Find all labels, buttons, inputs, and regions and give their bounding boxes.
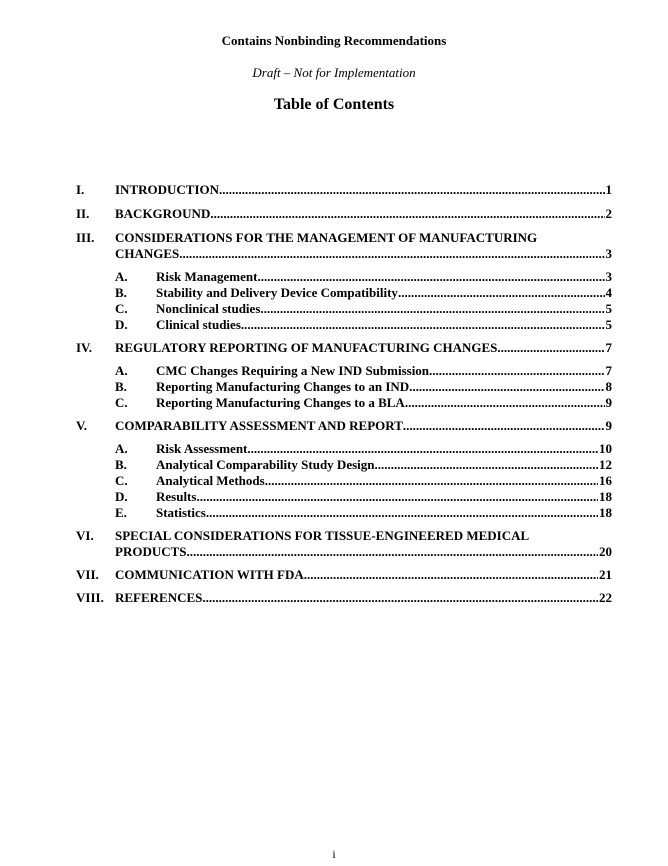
toc-entry-references[interactable]	[76, 590, 612, 606]
toc-title: Analytical Methods	[156, 473, 265, 488]
table-of-contents	[76, 182, 612, 606]
toc-title: Reporting Manufacturing Changes to a BLA	[156, 395, 405, 410]
toc-title-line1: SPECIAL CONSIDERATIONS FOR TISSUE-ENGINEERED MEDICAL	[115, 528, 530, 543]
toc-entry-comparability[interactable]	[76, 418, 612, 434]
toc-title: Risk Assessment	[156, 441, 248, 456]
toc-number: VIII.	[76, 590, 104, 605]
toc-number: VI.	[76, 528, 94, 543]
toc-title: REFERENCES	[115, 590, 203, 605]
toc-page: 16	[599, 473, 612, 488]
toc-page: 12	[599, 457, 612, 472]
toc-page: 3	[605, 246, 612, 261]
toc-entry-special-considerations[interactable]	[76, 528, 612, 560]
toc-leader	[375, 457, 599, 473]
toc-page: 18	[599, 489, 612, 504]
toc-leader	[219, 182, 604, 198]
toc-title: REGULATORY REPORTING OF MANUFACTURING CHANGES	[115, 340, 498, 355]
toc-number: A.	[115, 269, 128, 284]
toc-page: 20	[599, 544, 612, 559]
toc-title: CMC Changes Requiring a New IND Submission	[156, 363, 430, 378]
toc-number: D.	[115, 489, 128, 504]
toc-number: C.	[115, 473, 128, 488]
toc-page: 10	[599, 441, 612, 456]
toc-subentry-stability[interactable]	[76, 285, 612, 301]
toc-title: Statistics	[156, 505, 206, 520]
toc-number: B.	[115, 379, 127, 394]
toc-number: C.	[115, 301, 128, 316]
toc-page: 7	[605, 363, 612, 378]
toc-subentry-study-design[interactable]	[76, 457, 612, 473]
toc-entry-introduction[interactable]	[76, 182, 612, 198]
toc-entry-regulatory-reporting[interactable]	[76, 340, 612, 356]
toc-title: COMMUNICATION WITH FDA	[115, 567, 304, 582]
toc-number: III.	[76, 230, 95, 245]
toc-leader	[304, 567, 598, 583]
toc-subentry-risk-management[interactable]	[76, 269, 612, 285]
toc-page: 2	[605, 206, 612, 221]
toc-subentry-reporting-bla[interactable]	[76, 395, 612, 411]
toc-leader	[497, 340, 604, 356]
toc-title-line2: CHANGES	[115, 246, 180, 261]
toc-number: II.	[76, 206, 90, 221]
toc-page: 5	[605, 317, 612, 332]
toc-leader	[257, 269, 604, 285]
toc-number: C.	[115, 395, 128, 410]
toc-page: 1	[605, 182, 612, 197]
toc-subentry-statistics[interactable]	[76, 505, 612, 521]
toc-title-line1: CONSIDERATIONS FOR THE MANAGEMENT OF MANUFACTURING	[115, 230, 538, 245]
toc-title: Risk Management	[156, 269, 258, 284]
banner-text: Contains Nonbinding Recommendations	[221, 33, 447, 48]
toc-page: 22	[599, 590, 612, 605]
toc-subentry-clinical[interactable]	[76, 317, 612, 333]
toc-entry-background[interactable]	[76, 206, 612, 222]
toc-number: VII.	[76, 567, 99, 582]
toc-leader	[429, 363, 604, 379]
toc-leader	[187, 544, 598, 560]
toc-number: A.	[115, 363, 128, 378]
toc-subentry-analytical-methods[interactable]	[76, 473, 612, 489]
toc-subentry-risk-assessment[interactable]	[76, 441, 612, 457]
toc-title: Clinical studies	[156, 317, 241, 332]
toc-leader	[403, 418, 605, 434]
toc-title: COMPARABILITY ASSESSMENT AND REPORT	[115, 418, 403, 433]
toc-number: D.	[115, 317, 128, 332]
toc-number: V.	[76, 418, 87, 433]
toc-title: Analytical Comparability Study Design	[156, 457, 375, 472]
toc-number: IV.	[76, 340, 93, 355]
toc-page: 9	[605, 395, 612, 410]
toc-page: 18	[599, 505, 612, 520]
toc-leader	[179, 246, 604, 262]
toc-subentry-results[interactable]	[76, 489, 612, 505]
toc-leader	[202, 590, 598, 606]
toc-entry-communication[interactable]	[76, 567, 612, 583]
toc-title: Reporting Manufacturing Changes to an IND	[156, 379, 410, 394]
toc-number: B.	[115, 457, 127, 472]
toc-title: Results	[156, 489, 197, 504]
toc-number: A.	[115, 441, 128, 456]
toc-leader	[206, 505, 598, 521]
toc-leader	[405, 395, 605, 411]
toc-page: 8	[605, 379, 612, 394]
toc-page: 9	[605, 418, 612, 433]
toc-title: Nonclinical studies	[156, 301, 261, 316]
toc-title: Stability and Delivery Device Compatibility	[156, 285, 398, 300]
toc-number: B.	[115, 285, 127, 300]
toc-title-line2: PRODUCTS	[115, 544, 187, 559]
toc-page: 5	[605, 301, 612, 316]
toc-leader	[265, 473, 598, 489]
page-number: i	[332, 847, 336, 861]
toc-leader	[398, 285, 605, 301]
toc-subentry-cmc-changes[interactable]	[76, 363, 612, 379]
toc-page: 3	[605, 269, 612, 284]
toc-page: 21	[599, 567, 612, 582]
toc-leader	[241, 317, 605, 333]
toc-leader	[210, 206, 604, 222]
toc-page: 4	[605, 285, 612, 300]
toc-entry-considerations[interactable]	[76, 230, 612, 262]
toc-page: 7	[605, 340, 612, 355]
toc-title: INTRODUCTION	[115, 182, 220, 197]
toc-number: I.	[76, 182, 85, 197]
page-title: Table of Contents	[273, 96, 395, 113]
draft-note: Draft – Not for Implementation	[252, 65, 416, 80]
toc-title: BACKGROUND	[115, 206, 211, 221]
toc-leader	[247, 441, 598, 457]
toc-leader	[409, 379, 604, 395]
toc-subentry-reporting-ind[interactable]	[76, 379, 612, 395]
toc-number: E.	[115, 505, 127, 520]
toc-leader	[260, 301, 604, 317]
toc-leader	[196, 489, 598, 505]
toc-subentry-nonclinical[interactable]	[76, 301, 612, 317]
